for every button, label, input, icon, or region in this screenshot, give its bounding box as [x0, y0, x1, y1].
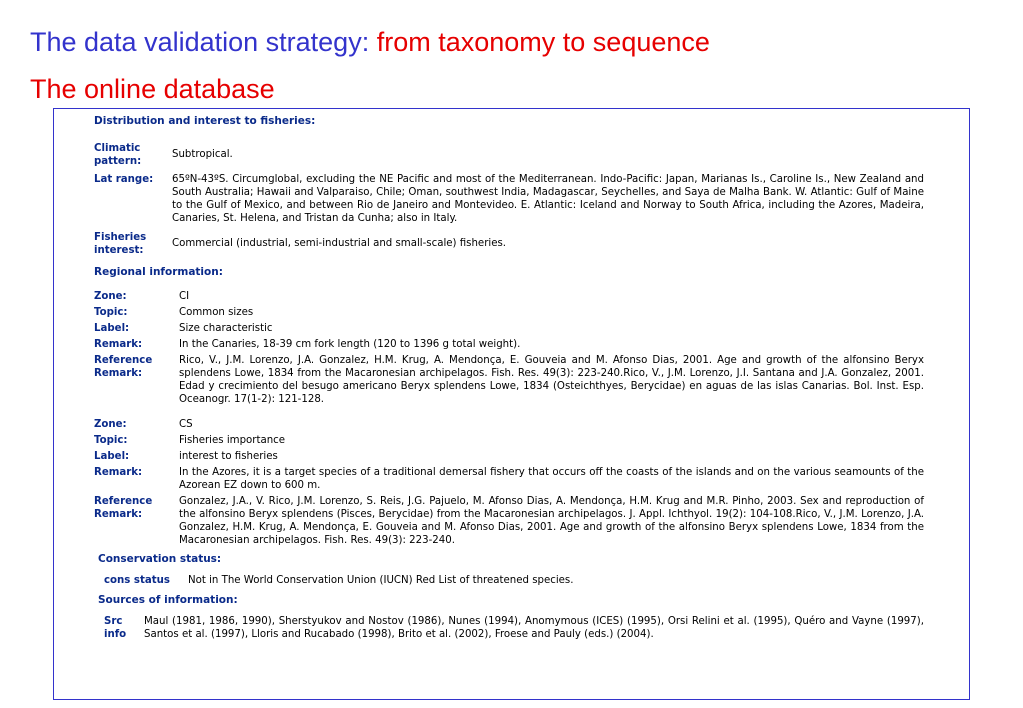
- slide-title: [30, 27, 710, 58]
- remark-label: Remark:: [94, 339, 143, 350]
- reference-row: [94, 354, 924, 406]
- remark-label: Remark:: [94, 467, 143, 478]
- reference-row: [94, 495, 924, 547]
- climatic-row: [94, 142, 924, 168]
- topic-value: Fisheries importance: [179, 435, 286, 446]
- reference-label: Reference Remark:: [94, 496, 153, 520]
- remark-row: [94, 466, 924, 492]
- label-value: Size characteristic: [179, 323, 273, 334]
- latrange-value: 65ºN-43ºS. Circumglobal, excluding the NE Pacific and most of the Mediterranean. Indo-Pacific: Japan, Marianas Is., Caroline Is., New Zealand and South Australia; Hawaii and Valparaiso, Chile; Oman, southwest India, Madagascar, Seychelles, and Saya de Malha Bank. W. Atlantic: Gulf of Maine to the Gulf of Mexico, and between Rio de Janeiro and Montevideo. E. Atlantic: Iceland and Norway to South Africa, including the Azores, Madeira, Canaries, St. Helena, and Tristan da Cunha; also in Italy.: [172, 174, 924, 224]
- topic-value: Common sizes: [179, 307, 254, 318]
- latrange-row: [94, 173, 924, 225]
- reference-value: Gonzalez, J.A., V. Rico, J.M. Lorenzo, S. Reis, J.G. Pajuelo, M. Afonso Dias, A. Mendonça, H.M. Krug and M.R. Pinho, 2003. Sex and reproduction of the alfonsino Beryx splendens (Pisces, Berycidae) from the Macaronesian archipelagos. J. Appl. Ichthyol. 19(2): 104-108.Rico, V., J.M. Lorenzo, J.A. Gonzalez, H.M. Krug, A. Mendonça, E. Gouveia and M. Afonso Dias, 2001. Age and growth of the alfonsino Beryx splendens Lowe, 1834 from the Macaronesian archipelagos. Fish. Res. 49(3): 223-240.: [179, 496, 924, 546]
- fisheries-value: Commercial (industrial, semi-industrial and small-scale) fisheries.: [172, 238, 507, 249]
- conservation-row: [104, 574, 924, 587]
- latrange-label: Lat range:: [94, 174, 154, 185]
- sources-row: [104, 615, 924, 641]
- climatic-value: Subtropical.: [172, 149, 233, 160]
- zone-row: [94, 418, 924, 431]
- species-record: [94, 115, 924, 641]
- slide-title-part1: The data validation strategy:: [30, 27, 370, 57]
- reference-label: Reference Remark:: [94, 355, 153, 379]
- label-value: interest to fisheries: [179, 451, 278, 462]
- fisheries-row: [94, 231, 924, 257]
- topic-label: Topic:: [94, 435, 128, 446]
- remark-row: [94, 338, 924, 351]
- topic-row: [94, 434, 924, 447]
- slide-subtitle: The online database: [30, 74, 275, 104]
- label-row: [94, 322, 924, 335]
- sources-heading: Sources of information:: [98, 594, 238, 606]
- topic-label: Topic:: [94, 307, 128, 318]
- conservation-label: cons status: [104, 575, 170, 586]
- zone-label: Zone:: [94, 291, 127, 302]
- conservation-heading: Conservation status:: [98, 553, 222, 565]
- sources-label: Src info: [104, 616, 127, 640]
- distribution-heading: Distribution and interest to fisheries:: [94, 115, 316, 127]
- label-label: Label:: [94, 323, 130, 334]
- zone-row: [94, 290, 924, 303]
- label-row: [94, 450, 924, 463]
- zone-label: Zone:: [94, 419, 127, 430]
- climatic-label: Climatic pattern:: [94, 143, 142, 167]
- conservation-value: Not in The World Conservation Union (IUCN) Red List of threatened species.: [188, 575, 574, 586]
- reference-value: Rico, V., J.M. Lorenzo, J.A. Gonzalez, H.M. Krug, A. Mendonça, E. Gouveia and M. Afonso Dias, 2001. Age and growth of the alfonsino Beryx splendens Lowe, 1834 from the Macaronesian archipelagos. Fish. Res. 49(3): 223-240.Rico, V., J.M. Lorenzo, J.I. Santana and J.A. Gonzalez, 2001. Edad y crecimiento del besugo americano Beryx splendens Lowe, 1834 (Osteichthyes, Berycidae) en aguas de las islas Canarias. Bol. Inst. Esp. Oceanogr. 17(1-2): 121-128.: [179, 355, 924, 405]
- database-screenshot-panel: [53, 108, 970, 700]
- regional-heading: Regional information:: [94, 266, 223, 278]
- label-label: Label:: [94, 451, 130, 462]
- sources-value: Maul (1981, 1986, 1990), Sherstyukov and Nostov (1986), Nunes (1994), Anomymous (ICES) (1995), Orsi Relini et al. (1995), Quéro and Vayne (1997), Santos et al. (1997), Lloris and Rucabado (1998), Brito et al. (2002), Froese and Pauly (eds.) (2004).: [144, 616, 924, 640]
- fisheries-label: Fisheries interest:: [94, 232, 147, 256]
- zone-value: CI: [179, 291, 190, 302]
- topic-row: [94, 306, 924, 319]
- zone-value: CS: [179, 419, 193, 430]
- slide-title-part2: from taxonomy to sequence: [376, 27, 710, 57]
- remark-value: In the Azores, it is a target species of a traditional demersal fishery that occurs off the coasts of the islands and on the various seamounts of the Azorean EZ down to 600 m.: [179, 467, 924, 491]
- remark-value: In the Canaries, 18-39 cm fork length (120 to 1396 g total weight).: [179, 339, 521, 350]
